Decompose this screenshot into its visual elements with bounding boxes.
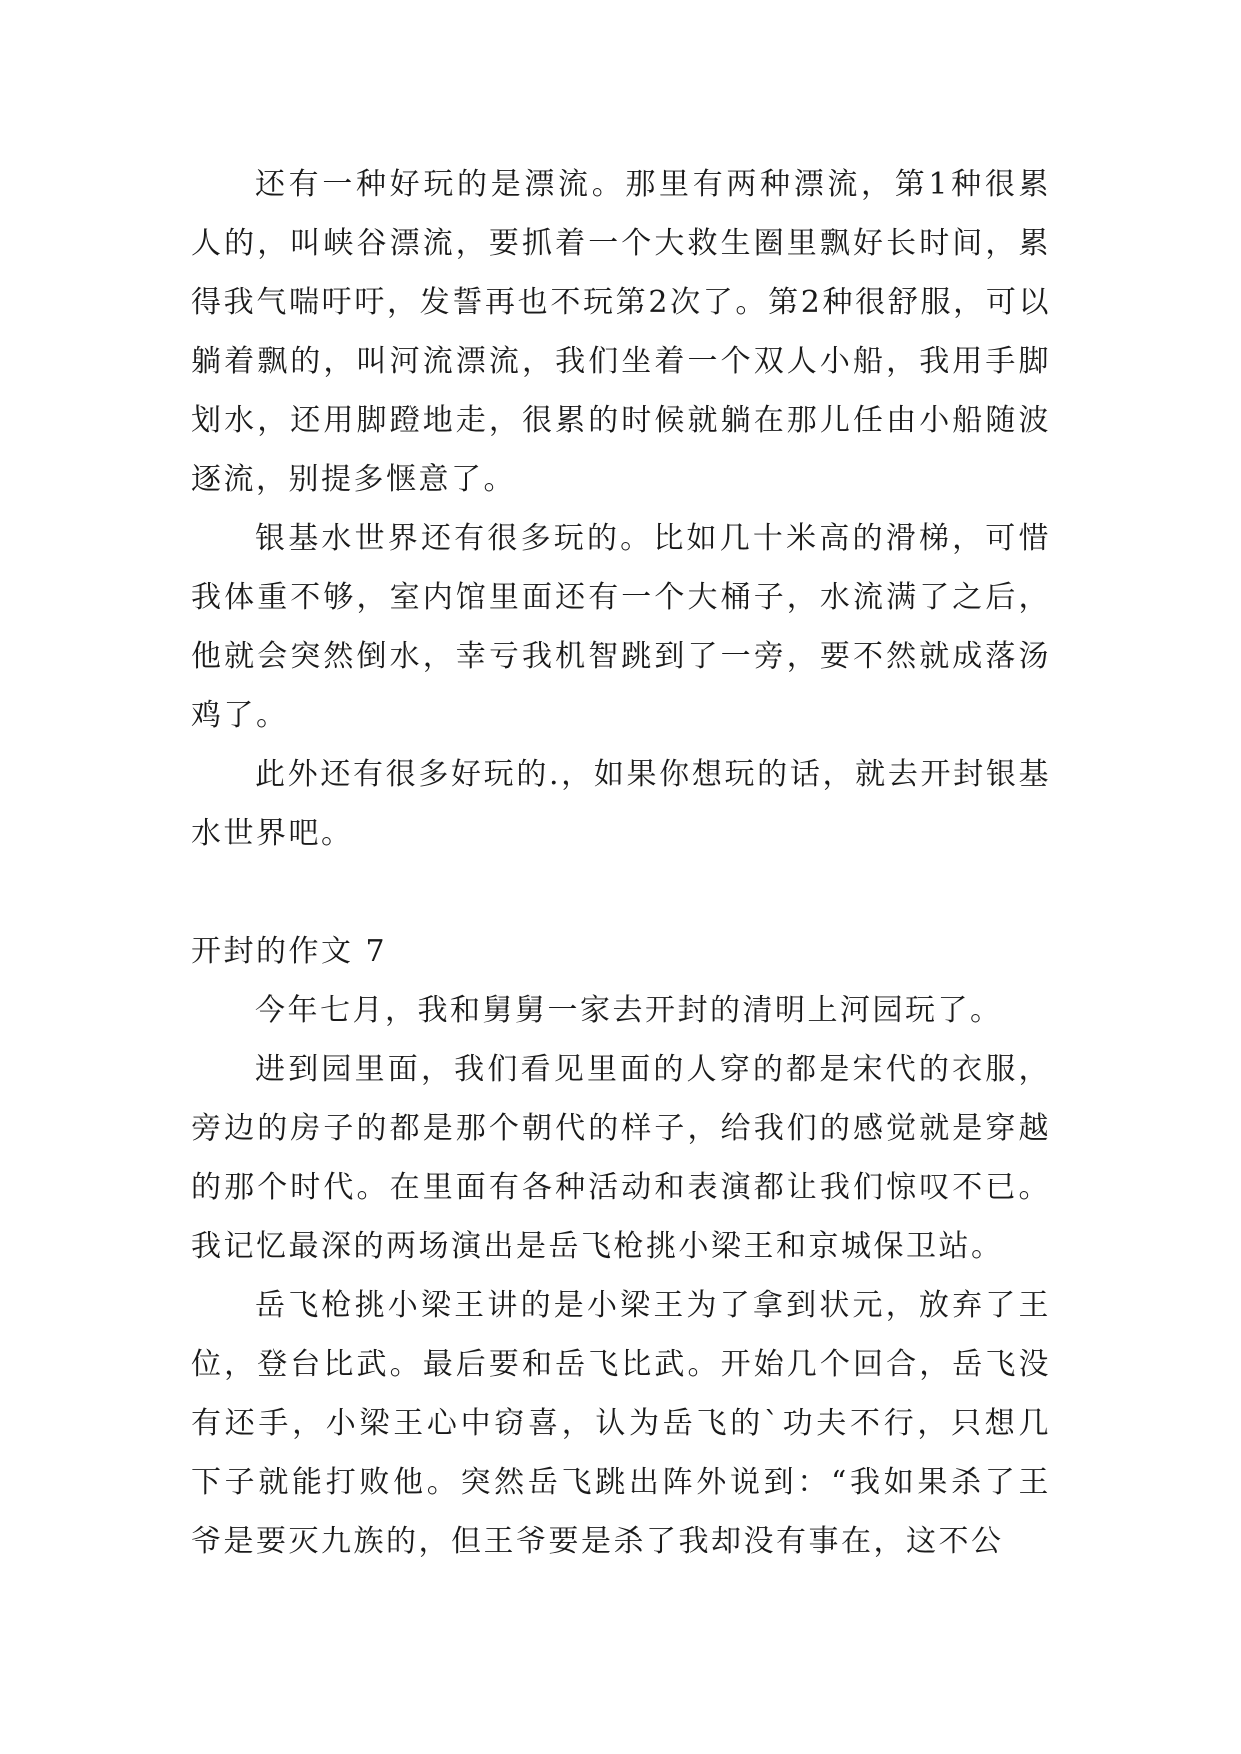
essay-title: 开封的作文 7 (191, 934, 388, 969)
paragraph-park: 进到园里面，我们看见里面的人穿的都是宋代的衣服，旁边的房子的都是那个朝代的样子，给我们的感觉就是穿越的那个时代。在里面有各种活动和表演都让我们惊叹不已。我记忆最深的两场演出是岳飞枪挑小梁王和京城保卫站。 (191, 1052, 1051, 1264)
document-body (191, 155, 1051, 1571)
paragraph-closing: 此外还有很多好玩的.，如果你想玩的话，就去开封银基水世界吧。 (191, 757, 1051, 851)
paragraph-rafting: 还有一种好玩的是漂流。那里有两种漂流，第1种很累人的，叫峡谷漂流，要抓着一个大救生圈里飘好长时间，累得我气喘吁吁，发誓再也不玩第2次了。第2种很舒服，可以躺着飘的，叫河流漂流，我们坐着一个双人小船，我用手脚划水，还用脚蹬地走，很累的时候就躺在那儿任由小船随波逐流，别提多惬意了。 (191, 167, 1051, 497)
paragraph-yuefei: 岳飞枪挑小梁王讲的是小梁王为了拿到状元，放弃了王位，登台比武。最后要和岳飞比武。开始几个回合，岳飞没有还手，小梁王心中窃喜，认为岳飞的`功夫不行，只想几下子就能打败他。突然岳飞跳出阵外说到：“我如果杀了王爷是要灭九族的，但王爷要是杀了我却没有事在，这不公 (191, 1288, 1051, 1559)
paragraph-intro: 今年七月，我和舅舅一家去开封的清明上河园玩了。 (255, 993, 1003, 1028)
paragraph-water-world: 银基水世界还有很多玩的。比如几十米高的滑梯，可惜我体重不够，室内馆里面还有一个大桶子，水流满了之后，他就会突然倒水，幸亏我机智跳到了一旁，要不然就成落汤鸡了。 (191, 521, 1051, 733)
section-spacer (191, 863, 1051, 922)
